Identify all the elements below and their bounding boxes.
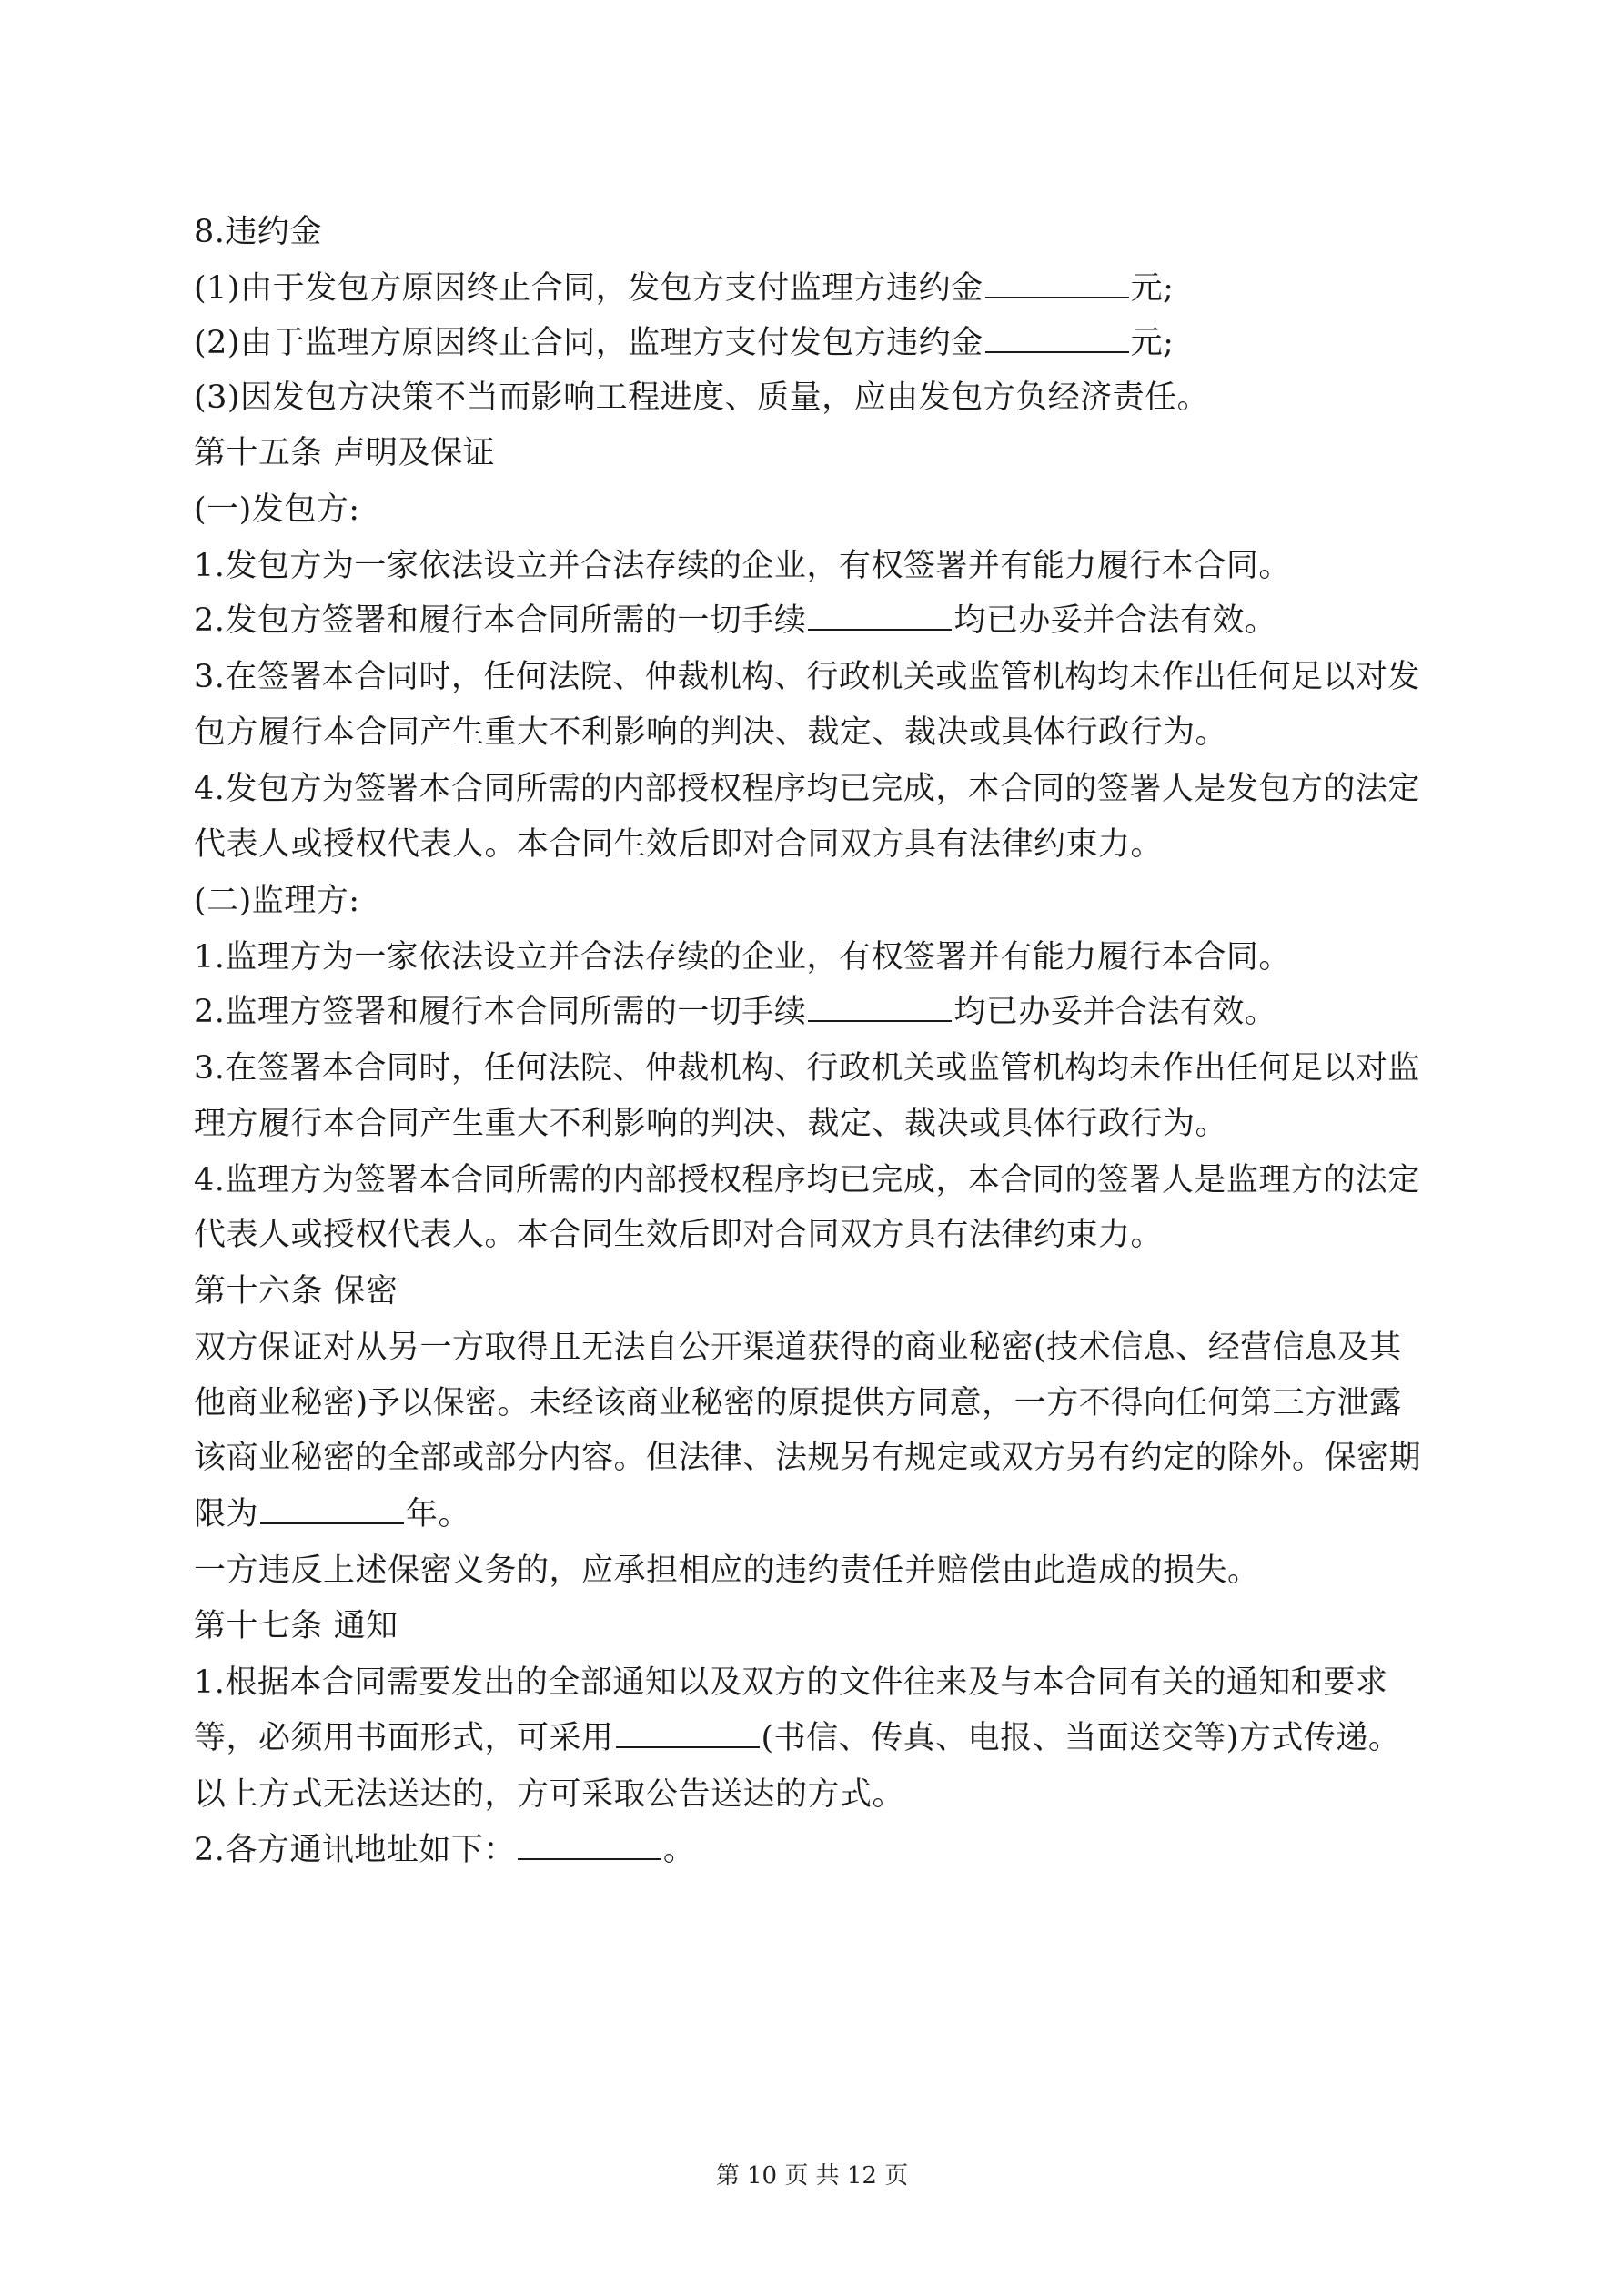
line-text: 1.根据本合同需要发出的全部通知以及双方的文件往来及与本合同有关的通知和要求 [194,1664,1388,1701]
line-text: (3)因发包方决策不当而影响工程进度、质量，应由发包方负经济责任。 [194,379,1210,416]
text-line [194,824,1449,865]
line-text: 理方履行本合同产生重大不利影响的判决、裁定、裁决或具体行政行为。 [194,1106,1228,1142]
line-text: (一)发包方: [194,491,360,528]
text-line [194,1215,1449,1255]
text-line [194,268,1449,308]
line-text: 以上方式无法送达的，方可采取公告送达的方式。 [194,1776,905,1813]
line-text: 1.发包方为一家依法设立并合法存续的企业，有权签署并有能力履行本合同。 [194,548,1291,584]
text-line [194,212,1449,252]
line-text-after-blank: 均已办妥并合法有效。 [953,602,1277,639]
fill-in-blank[interactable] [985,269,1129,298]
line-text: 2.监理方签署和履行本合同所需的一切手续 [194,994,807,1030]
line-text-after-blank: 。 [662,1832,696,1868]
line-text: 代表人或授权代表人。本合同生效后即对合同双方具有法律约束力。 [194,1217,1164,1253]
line-text: 包方履行本合同产生重大不利影响的判决、裁定、裁决或具体行政行为。 [194,714,1228,751]
fill-in-blank[interactable] [260,1495,404,1524]
text-line [194,433,1449,473]
fill-in-blank[interactable] [808,993,952,1022]
fill-in-blank[interactable] [808,602,952,631]
line-text-after-blank: 元; [1130,270,1175,307]
text-line [194,1438,1449,1478]
text-line [194,1160,1449,1200]
text-line [194,657,1449,697]
text-line [194,1718,1449,1758]
fill-in-blank[interactable] [518,1831,661,1860]
line-text: 第十六条 保密 [194,1273,398,1310]
text-line [194,490,1449,530]
line-text: (2)由于监理方原因终止合同，监理方支付发包方违约金 [194,325,983,361]
line-text: 4.发包方为签署本合同所需的内部授权程序均已完成，本合同的签署人是发包方的法定 [194,771,1420,807]
text-line [194,769,1449,809]
text-line [194,1328,1449,1368]
line-text-after-blank: 均已办妥并合法有效。 [953,994,1277,1030]
text-line [194,1606,1449,1646]
fill-in-blank[interactable] [616,1719,760,1748]
text-line [194,937,1449,977]
line-text: 等，必须用书面形式，可采用 [194,1720,614,1756]
text-line [194,1663,1449,1703]
line-text: 第十七条 通知 [194,1608,398,1644]
line-text: 一方违反上述保密义务的，应承担相应的违约责任并赔偿由此造成的损失。 [194,1553,1260,1589]
text-line [194,601,1449,641]
line-text: 3.在签署本合同时，任何法院、仲裁机构、行政机关或监管机构均未作出任何足以对监 [194,1050,1420,1087]
fill-in-blank[interactable] [985,324,1129,353]
text-line [194,546,1449,586]
text-line [194,881,1449,921]
text-line [194,1271,1449,1311]
line-text: 限为 [194,1496,259,1532]
line-text: 1.监理方为一家依法设立并合法存续的企业，有权签署并有能力履行本合同。 [194,939,1291,976]
line-text: 2.各方通讯地址如下： [194,1832,516,1868]
line-text: 代表人或授权代表人。本合同生效后即对合同双方具有法律约束力。 [194,826,1164,863]
text-line [194,1383,1449,1423]
text-line [194,1551,1449,1591]
text-line [194,1104,1449,1144]
line-text: (二)监理方: [194,883,360,919]
line-text-after-blank: 元; [1130,325,1175,361]
text-line [194,378,1449,418]
line-text: (1)由于发包方原因终止合同，发包方支付监理方违约金 [194,270,983,307]
text-line [194,713,1449,753]
line-text-after-blank: (书信、传真、电报、当面送交等)方式传递。 [761,1720,1401,1756]
line-text: 2.发包方签署和履行本合同所需的一切手续 [194,602,807,639]
line-text: 3.在签署本合同时，任何法院、仲裁机构、行政机关或监管机构均未作出任何足以对发 [194,659,1420,695]
line-text: 双方保证对从另一方取得且无法自公开渠道获得的商业秘密(技术信息、经营信息及其 [194,1330,1402,1366]
text-line [194,1048,1449,1088]
text-line [194,1830,1449,1870]
page-footer: 第 10 页 共 12 页 [715,2162,909,2190]
text-line [194,323,1449,363]
line-text: 4.监理方为签署本合同所需的内部授权程序均已完成，本合同的签署人是监理方的法定 [194,1162,1420,1199]
text-line [194,1775,1449,1815]
line-text: 8.违约金 [194,214,322,250]
text-line [194,992,1449,1032]
line-text: 第十五条 声明及保证 [194,435,496,471]
line-text: 他商业秘密)予以保密。未经该商业秘密的原提供方同意，一方不得向任何第三方泄露 [194,1385,1402,1421]
line-text: 该商业秘密的全部或部分内容。但法律、法规另有规定或双方另有约定的除外。保密期 [194,1440,1422,1476]
text-line [194,1494,1449,1534]
line-text-after-blank: 年。 [406,1496,471,1532]
